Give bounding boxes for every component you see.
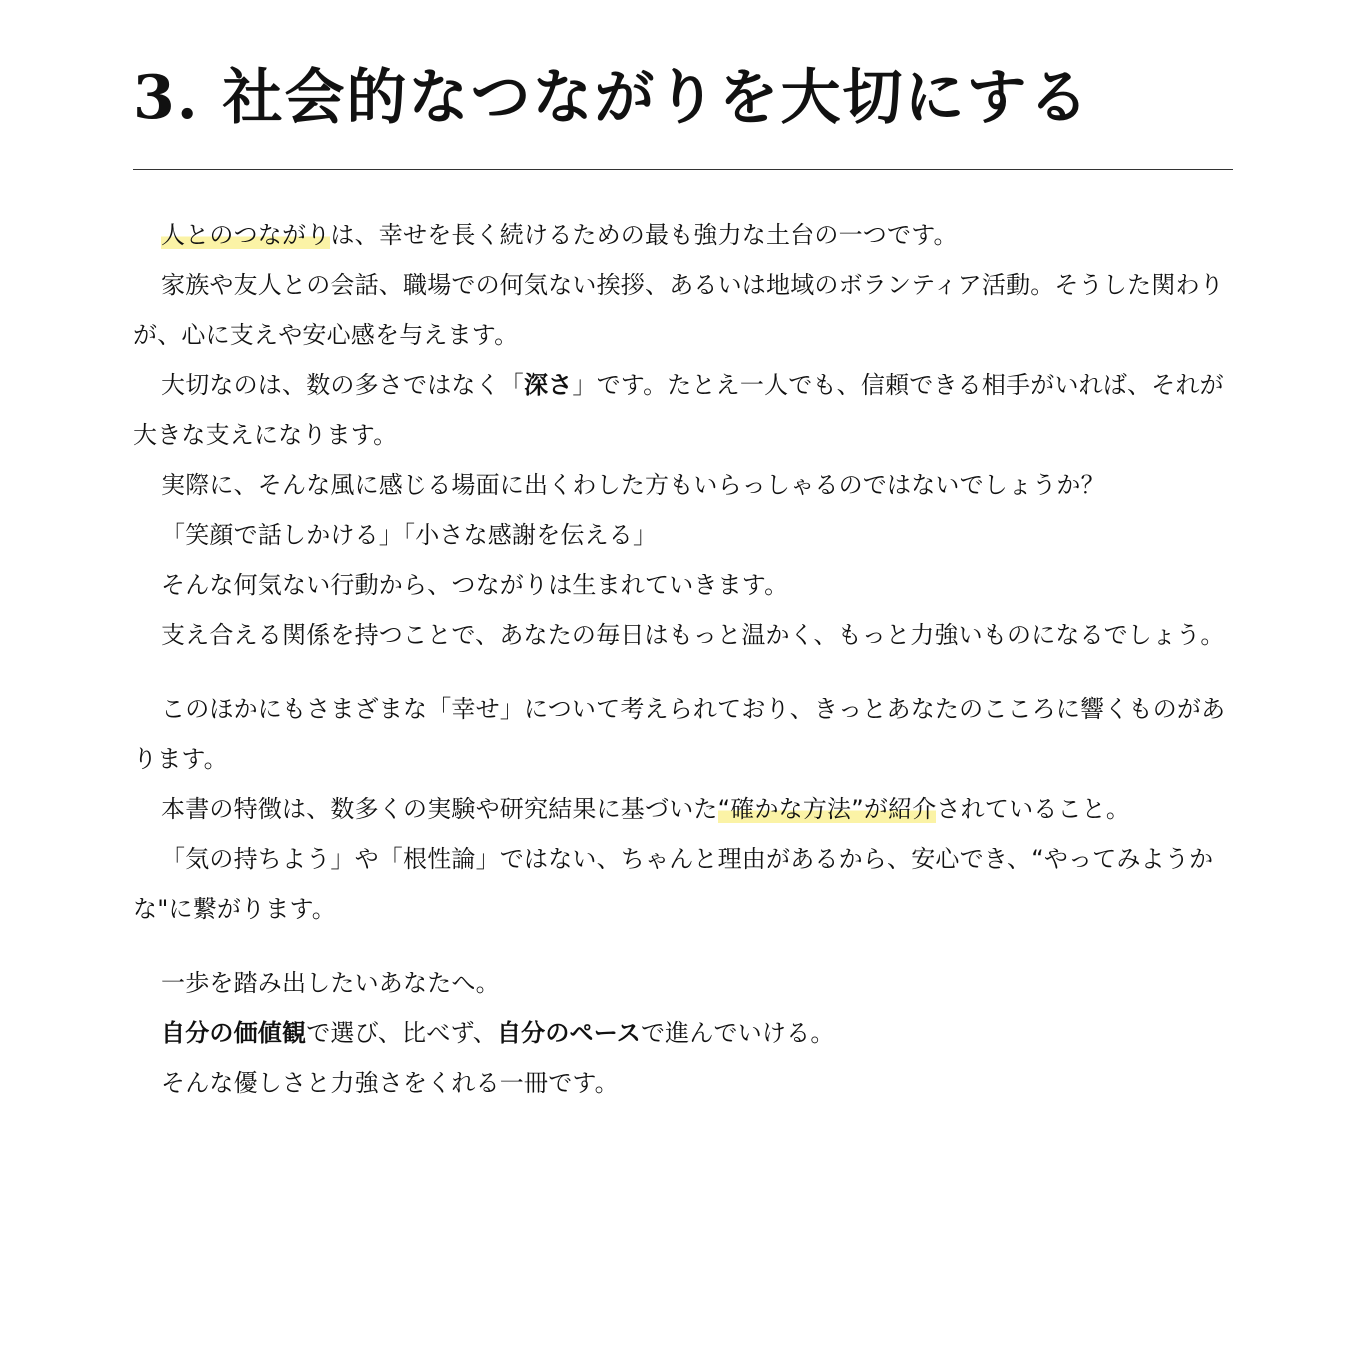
page [133, 0, 1233, 1097]
bold-text: 深さ [524, 371, 573, 399]
paragraph [133, 1008, 1233, 1058]
paragraph-text: 大切なのは、数の多さではなく「 [161, 371, 524, 399]
paragraph-text: で選び、比べず、 [306, 1019, 497, 1047]
paragraph-text: 」です。たとえ一人でも、信頼できる相手がいれば、それが大きな支えになります。 [133, 371, 1224, 449]
section-gap [133, 934, 1233, 958]
paragraph [133, 210, 1233, 260]
paragraph: このほかにもさまざまな「幸せ」について考えられており、きっとあなたのこころに響くものがあります。 [133, 695, 1226, 773]
paragraph-text: 本書の特徴は、数多くの実験や研究結果に基づいた [161, 795, 718, 823]
paragraph: 「気の持ちよう」や「根性論」ではない、ちゃんと理由があるから、安心でき、“やってみようかな"に繋がります。 [133, 845, 1214, 923]
page-title: 3. 社会的なつながりを大切にする [133, 63, 1091, 133]
paragraph-text: は、幸せを長く続けるための最も強力な土台の一つです。 [330, 221, 958, 249]
paragraph: そんな何気ない行動から、つながりは生まれていきます。 [161, 571, 789, 599]
highlight-text: 人とのつながり [161, 221, 331, 249]
article-body [133, 210, 1233, 1108]
section-gap [133, 660, 1233, 684]
bold-text: 自分の価値観 [161, 1019, 307, 1047]
paragraph-text: で進んでいける。 [640, 1019, 835, 1047]
paragraph-text: されていること。 [936, 795, 1131, 823]
paragraph: そんな優しさと力強さをくれる一冊です。 [161, 1069, 619, 1097]
paragraph: 実際に、そんな風に感じる場面に出くわした方もいらっしゃるのではないでしょうか？ [161, 471, 1105, 499]
paragraph: 「笑顔で話しかける」「小さな感謝を伝える」 [161, 521, 658, 549]
paragraph: 支え合える関係を持つことで、あなたの毎日はもっと温かく、もっと力強いものになるでしょう。 [161, 621, 1225, 649]
paragraph: 家族や友人との会話、職場での何気ない挨拶、あるいは地域のボランティア活動。そうした関わりが、心に支えや安心感を与えます。 [133, 271, 1224, 349]
paragraph [133, 784, 1233, 834]
title-divider [133, 169, 1233, 170]
paragraph [133, 360, 1233, 460]
paragraph: 一歩を踏み出したいあなたへ。 [161, 969, 500, 997]
bold-text: 自分のペース [496, 1019, 641, 1047]
highlight-text: “確かな方法”が紹介 [717, 795, 937, 823]
